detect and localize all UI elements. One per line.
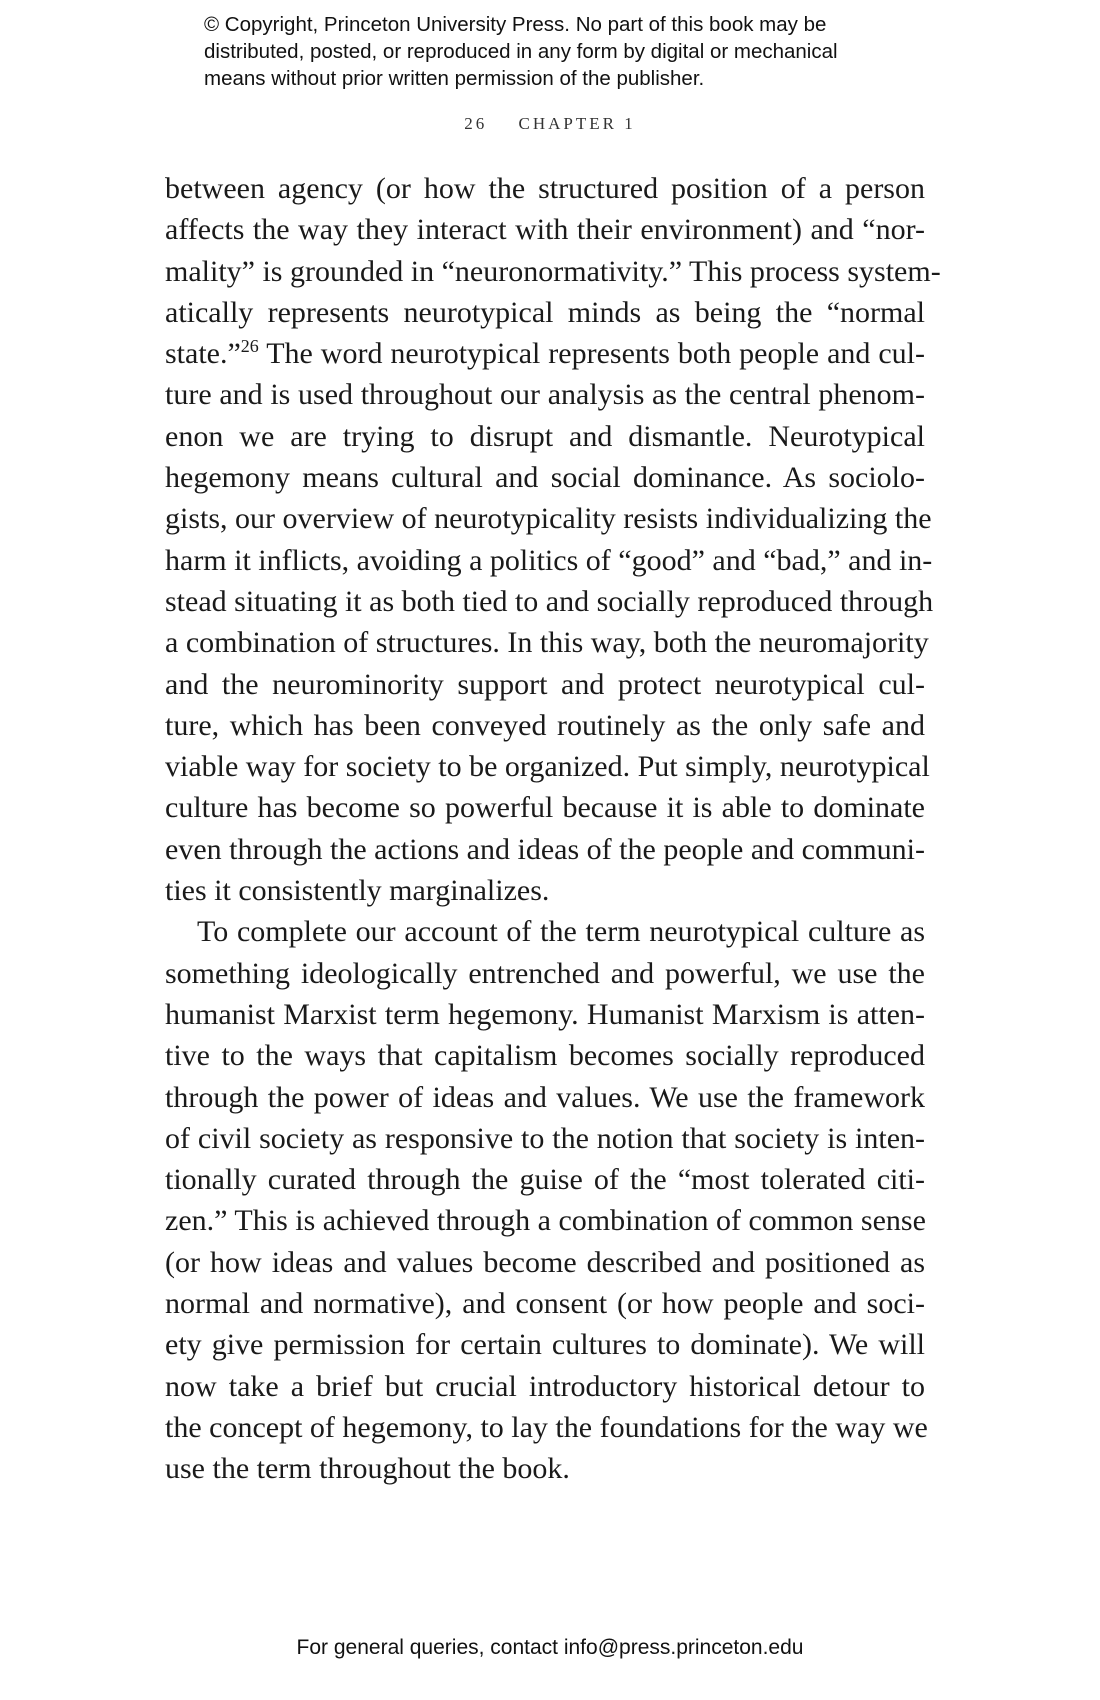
text-line: use the term throughout the book. [165, 1452, 570, 1486]
text-line: humanist Marxist term hegemony. Humanist Marxism is atten- [165, 997, 925, 1031]
paragraph-2 [165, 911, 928, 1489]
text-line: gists, our overview of neurotypicality resists individualizing the [165, 502, 932, 536]
text-line: (or how ideas and values become described and positioned as [165, 1245, 925, 1279]
paragraph-1 [165, 168, 941, 911]
text-line: through the power of ideas and values. We use the framework [165, 1080, 925, 1114]
text-line: tive to the ways that capitalism becomes socially reproduced [165, 1039, 925, 1073]
text-line: ture and is used throughout our analysis as the central phenom- [165, 378, 925, 412]
text-line: culture has become so powerful because it is able to dominate [165, 791, 925, 825]
text-line: even through the actions and ideas of the people and communi- [165, 832, 925, 866]
text-line: the concept of hegemony, to lay the foundations for the way we [165, 1410, 928, 1444]
text-line: viable way for society to be organized. Put simply, neurotypical [165, 750, 930, 784]
copyright-notice [204, 11, 964, 92]
footnote-marker[interactable]: 26 [240, 336, 259, 357]
text-line: affects the way they interact with their environment) and “nor- [165, 213, 925, 247]
chapter-label: CHAPTER 1 [518, 114, 636, 133]
text-fragment: The word neurotypical represents both people and cul- [258, 337, 925, 371]
text-line: mality” is grounded in “neuronormativity.” This process system- [165, 254, 941, 288]
text-line: ties it consistently marginalizes. [165, 874, 550, 908]
text-line: ety give permission for certain cultures to dominate). We will [165, 1328, 925, 1362]
text-line: tionally curated through the guise of the “most tolerated citi- [165, 1163, 925, 1197]
text-line: stead situating it as both tied to and socially reproduced through [165, 584, 934, 618]
running-head [0, 114, 1100, 134]
copyright-line: means without prior written permission of the publisher. [204, 67, 705, 90]
page-number: 26 [464, 114, 488, 133]
text-line: enon we are trying to disrupt and dismantle. Neurotypical [165, 419, 925, 453]
text-line: hegemony means cultural and social dominance. As sociolo- [165, 461, 925, 495]
text-line: To complete our account of the term neurotypical culture as [197, 915, 925, 949]
copyright-line: © Copyright, Princeton University Press. No part of this book may be [204, 13, 827, 36]
text-line: atically represents neurotypical minds as being the “normal [165, 295, 925, 329]
text-line: zen.” This is achieved through a combination of common sense [165, 1204, 926, 1238]
text-line: between agency (or how the structured position of a person [165, 172, 925, 205]
text-line: normal and normative), and consent (or how people and soci- [165, 1287, 925, 1321]
text-line: now take a brief but crucial introductory historical detour to [165, 1369, 925, 1403]
text-line: of civil society as responsive to the notion that society is inten- [165, 1121, 925, 1155]
text-line: a combination of structures. In this way, both the neuromajority [165, 626, 929, 660]
body-text [165, 168, 941, 1490]
text-line-with-footnote [165, 333, 925, 374]
text-line: something ideologically entrenched and powerful, we use the [165, 956, 925, 990]
text-line: and the neurominority support and protect neurotypical cul- [165, 667, 925, 701]
copyright-line: distributed, posted, or reproduced in any form by digital or mechanical [204, 40, 838, 63]
text-line: harm it inflicts, avoiding a politics of “good” and “bad,” and in- [165, 543, 933, 577]
text-fragment: state.” [165, 337, 241, 371]
footer-contact: For general queries, contact info@press.princeton.edu [296, 1636, 804, 1659]
text-line: ture, which has been conveyed routinely as the only safe and [165, 708, 925, 742]
